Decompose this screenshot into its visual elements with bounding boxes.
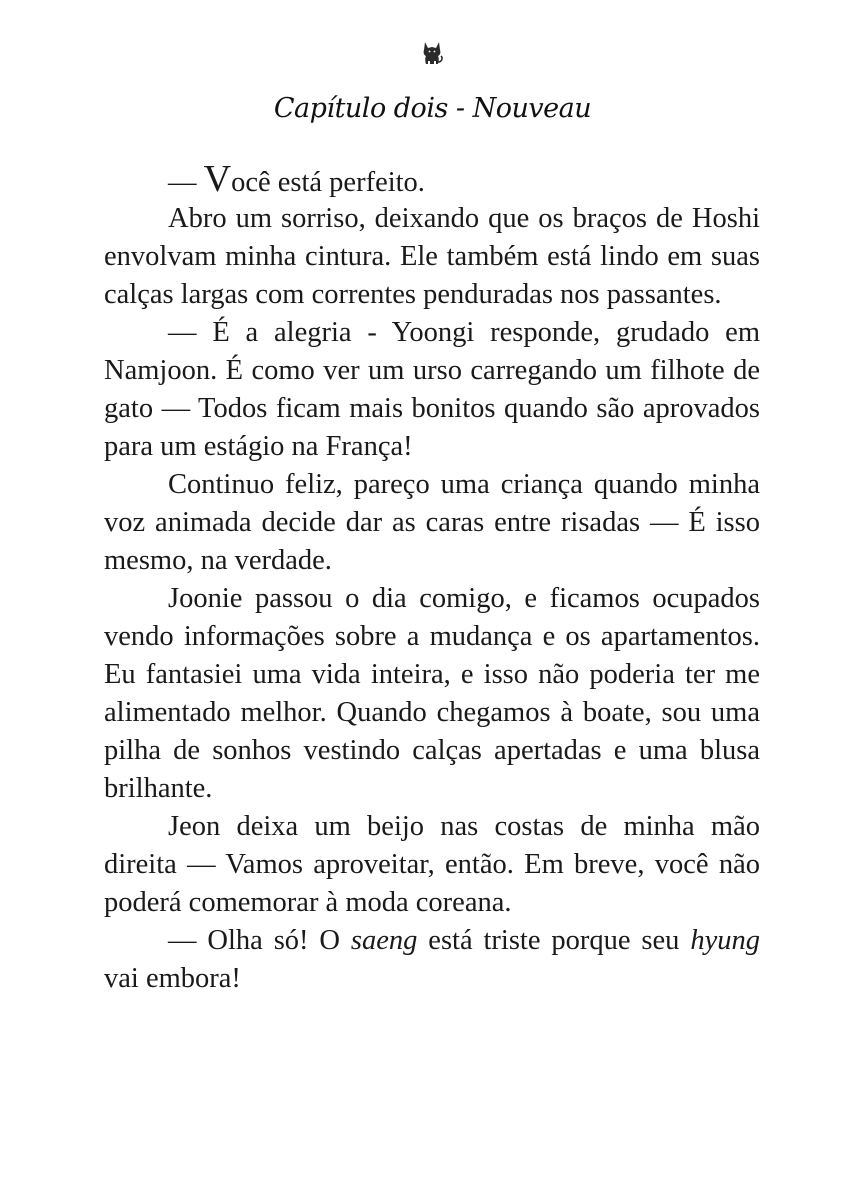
paragraph-6: Jeon deixa um beijo nas costas de minha mão direita — Vamos aproveitar, então. Em breve, você não poderá comemorar à moda coreana. bbox=[104, 811, 760, 918]
opening-dash: — bbox=[168, 167, 204, 198]
paragraph-7-part-a: — Olha só! O bbox=[168, 925, 351, 956]
paragraph-4: Continuo feliz, pareço uma criança quando minha voz animada decide dar as caras entre risadas — É isso mesmo, na verdade. bbox=[104, 469, 760, 576]
paragraph-7 bbox=[104, 922, 760, 998]
chapter-body bbox=[104, 160, 760, 998]
italic-word-saeng: saeng bbox=[350, 925, 418, 956]
paragraph-3: — É a alegria - Yoongi responde, grudado em Namjoon. É como ver um urso carregando um filhote de gato — Todos ficam mais bonitos quando são aprovados para um estágio na França! bbox=[104, 317, 760, 462]
drop-cap-letter: V bbox=[203, 158, 232, 200]
italic-word-hyung: hyung bbox=[690, 925, 760, 956]
cat-icon bbox=[420, 40, 444, 68]
paragraph-1-text: ocê está perfeito. bbox=[231, 167, 425, 198]
paragraph-2: Abro um sorriso, deixando que os braços de Hoshi envolvam minha cintura. Ele também está lindo em suas calças largas com correntes penduradas nos passantes. bbox=[104, 203, 760, 310]
paragraph-5: Joonie passou o dia comigo, e ficamos ocupados vendo informações sobre a mudança e os apartamentos. Eu fantasiei uma vida inteira, e isso não poderia ter me alimentado melhor. Quando chegamos à boate, sou uma pilha de sonhos vestindo calças apertadas e uma blusa brilhante. bbox=[104, 583, 760, 804]
chapter-title: Capítulo dois - Nouveau bbox=[273, 93, 592, 124]
paragraph-7-part-c: vai embora! bbox=[104, 963, 241, 994]
paragraph-7-part-b: está triste porque seu bbox=[417, 925, 691, 956]
